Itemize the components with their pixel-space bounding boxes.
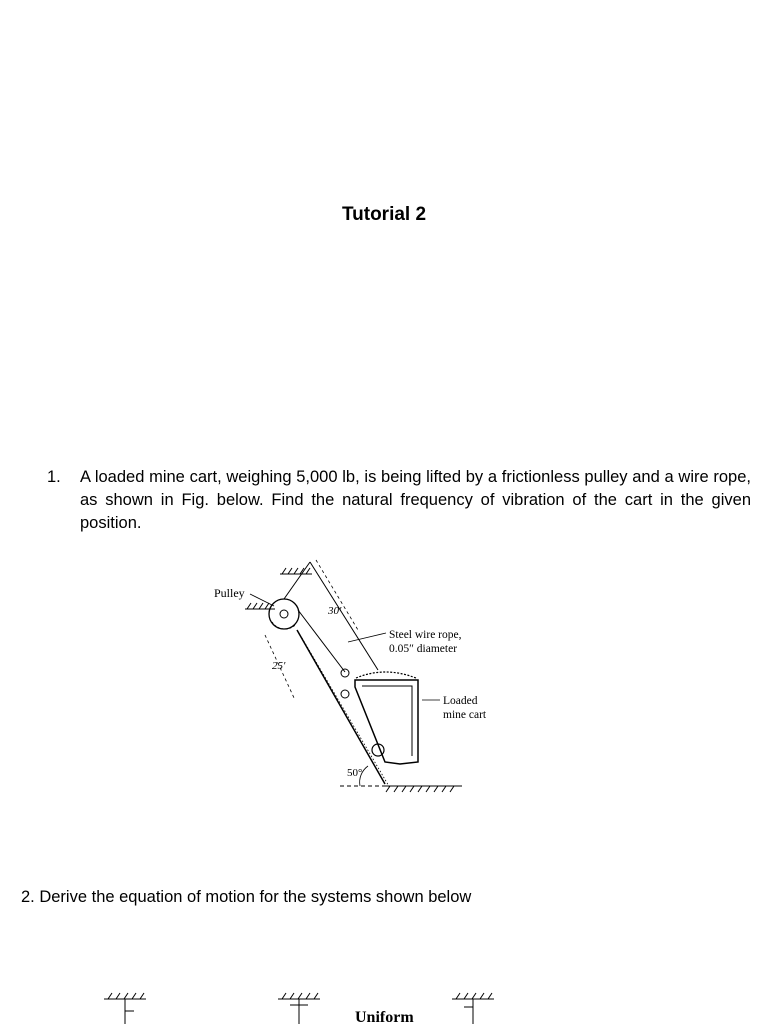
support-right <box>452 993 494 1024</box>
wire-rope <box>284 562 378 698</box>
mine-cart <box>355 672 418 764</box>
ground <box>340 786 462 792</box>
incline <box>297 630 390 788</box>
support-middle <box>278 993 320 1024</box>
angle-label: 50° <box>347 767 363 779</box>
rope-label-line2: 0.05″ diameter <box>389 643 458 655</box>
rope-leader <box>348 633 386 642</box>
cart-label-line2: mine cart <box>443 709 487 721</box>
support-left <box>104 993 146 1024</box>
cart-label-line1: Loaded <box>443 695 478 707</box>
dimension-30 <box>316 560 358 630</box>
question-1 <box>47 466 751 535</box>
page-title: Tutorial 2 <box>341 204 427 225</box>
question-1-text: A loaded mine cart, weighing 5,000 lb, is being lifted by a frictionless pulley and a wire rope, as shown in Fig. below. Find the natural frequency of vibration of the cart in the given position. <box>80 468 751 532</box>
top-support <box>280 568 312 574</box>
systems-figure <box>90 985 510 1024</box>
mine-cart-figure <box>200 552 500 802</box>
rope-label-line1: Steel wire rope, <box>389 629 462 641</box>
dimension-30-label: 30′ <box>328 605 342 617</box>
question-2: 2. Derive the equation of motion for the systems shown below <box>21 888 472 906</box>
pulley-label: Pulley <box>214 586 245 600</box>
dimension-25-label: 25′ <box>272 660 286 672</box>
question-1-number: 1. <box>47 468 61 486</box>
uniform-label: Uniform <box>355 1009 414 1024</box>
pulley-icon <box>269 599 299 629</box>
